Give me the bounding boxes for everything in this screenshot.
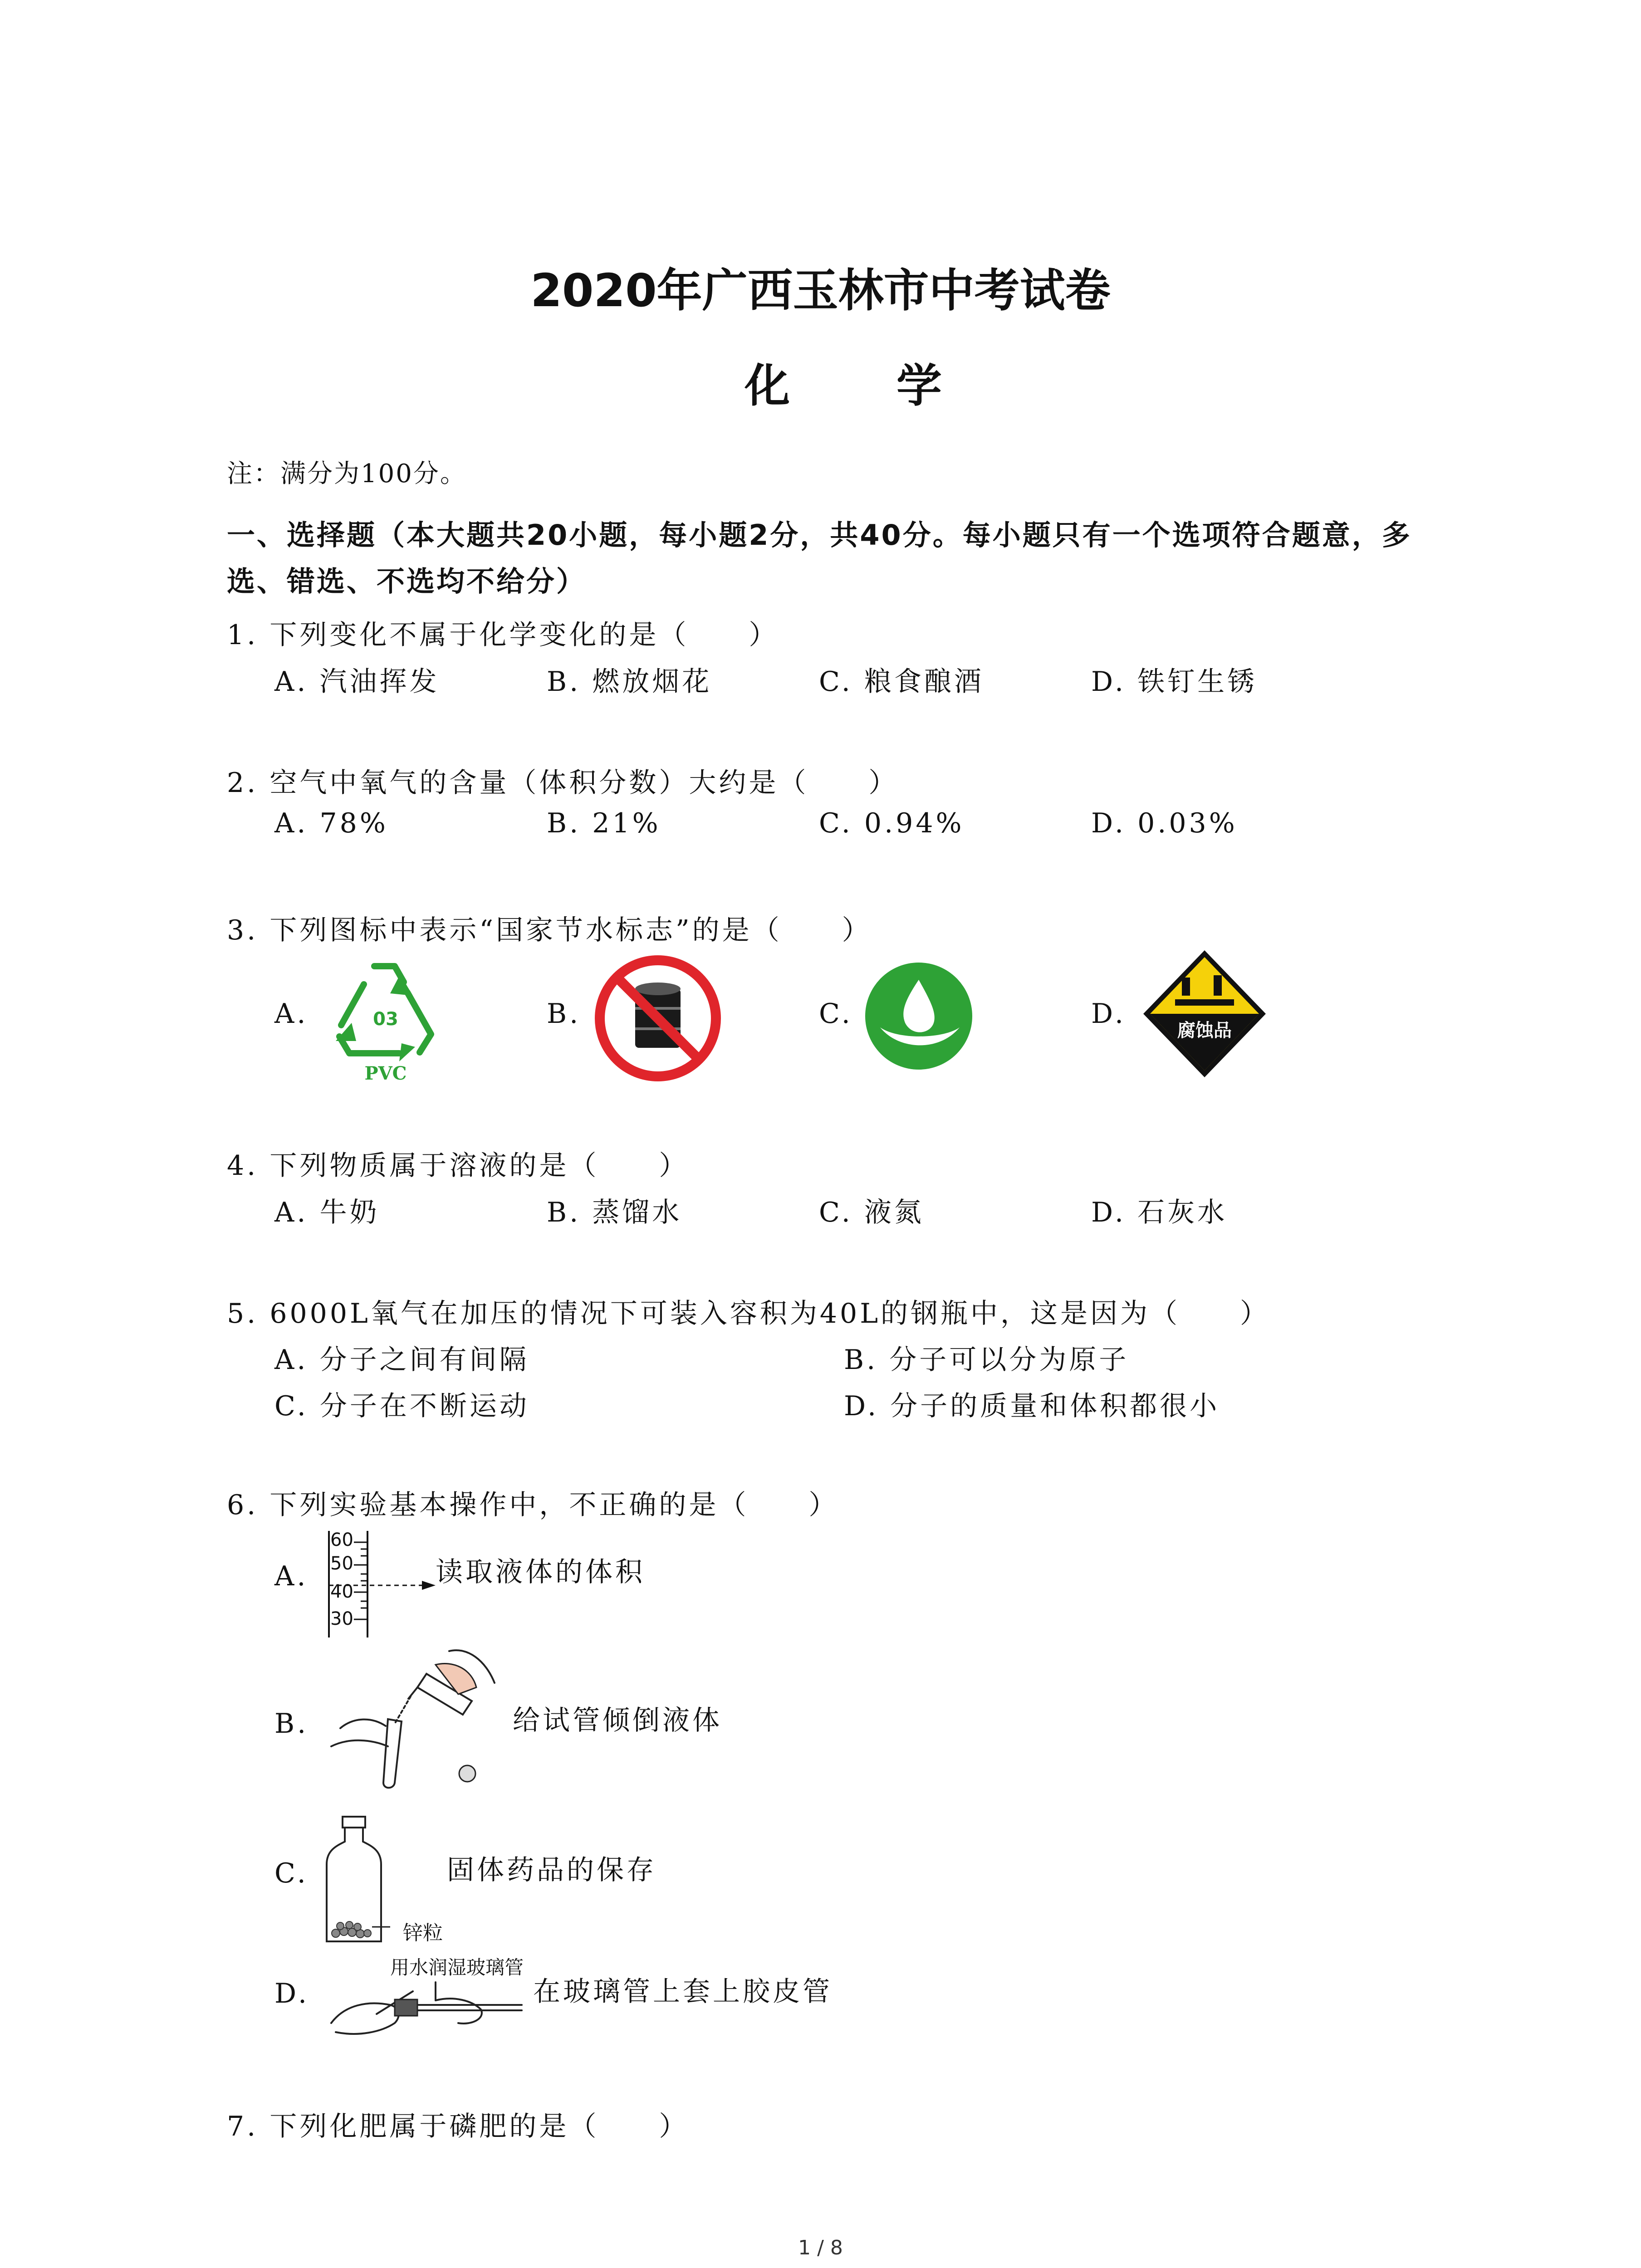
question-3-option-d[interactable]: D.	[1091, 998, 1127, 1030]
corrosive-hazard-icon	[1139, 946, 1270, 1082]
caption-pour-liquid: 给试管倾倒液体	[513, 1705, 722, 1736]
no-oil-drum-icon	[592, 953, 724, 1084]
water-saving-icon	[862, 959, 975, 1073]
question-3-stem: 3. 下列图标中表示“国家节水标志”的是（ ）	[227, 914, 872, 946]
question-6-option-c[interactable]: C.	[274, 1857, 309, 1889]
question-1-stem: 1. 下列变化不属于化学变化的是（ ）	[227, 619, 779, 651]
caption-read-volume: 读取液体的体积	[436, 1556, 645, 1588]
question-4-option-a[interactable]: A. 牛奶	[274, 1197, 380, 1228]
question-2-option-c[interactable]: C. 0.94%	[819, 807, 965, 839]
cylinder-tick-50: 50	[330, 1553, 353, 1574]
cylinder-tick-30: 30	[330, 1608, 353, 1629]
question-5-stem: 5. 6000L氧气在加压的情况下可装入容积为40L的钢瓶中，这是因为（ ）	[227, 1298, 1270, 1330]
question-6-stem: 6. 下列实验基本操作中，不正确的是（ ）	[227, 1489, 839, 1521]
question-4-stem: 4. 下列物质属于溶液的是（ ）	[227, 1150, 689, 1182]
question-6-option-b[interactable]: B.	[274, 1708, 309, 1740]
rubber-tube-illustration	[322, 1973, 531, 2055]
question-1-option-c[interactable]: C. 粮食酿酒	[819, 666, 984, 698]
recycle-pvc-icon	[322, 948, 449, 1089]
caption-attach-rubber-tube: 在玻璃管上套上胶皮管	[533, 1976, 833, 2008]
note: 注：满分为100分。	[227, 459, 467, 489]
zinc-granules-label: 锌粒	[403, 1921, 443, 1945]
question-3-option-a[interactable]: A.	[274, 998, 309, 1030]
question-7-stem: 7. 下列化肥属于磷肥的是（ ）	[227, 2111, 689, 2142]
section-heading-line2: 选、错选、不选均不给分）	[227, 565, 587, 598]
subject-title: 化 学	[745, 359, 987, 412]
pouring-liquid-illustration	[322, 1642, 513, 1805]
question-4-option-d[interactable]: D. 石灰水	[1091, 1197, 1228, 1228]
question-3-option-c[interactable]: C.	[819, 998, 853, 1030]
cylinder-tick-40: 40	[330, 1581, 353, 1602]
question-5-option-d[interactable]: D. 分子的质量和体积都很小	[844, 1390, 1220, 1422]
question-2-option-d[interactable]: D. 0.03%	[1091, 807, 1238, 839]
recycle-material: PVC	[364, 1063, 407, 1084]
page-number: 1 / 8	[798, 2236, 843, 2259]
recycle-code: 03	[373, 1009, 398, 1030]
cylinder-tick-60: 60	[330, 1530, 353, 1550]
question-5-option-a[interactable]: A. 分子之间有间隔	[274, 1344, 529, 1376]
question-6-option-d[interactable]: D.	[274, 1978, 310, 2009]
exam-title: 2020年广西玉林市中考试卷	[530, 264, 1111, 317]
question-1-option-d[interactable]: D. 铁钉生锈	[1091, 666, 1258, 698]
caption-store-solid: 固体药品的保存	[447, 1854, 656, 1886]
question-1-option-a[interactable]: A. 汽油挥发	[274, 666, 440, 698]
question-3-option-b[interactable]: B.	[547, 998, 581, 1030]
question-2-stem: 2. 空气中氧气的含量（体积分数）大约是（ ）	[227, 767, 899, 799]
glass-tube-label: 用水润湿玻璃管	[390, 1956, 524, 1979]
question-2-option-a[interactable]: A. 78%	[274, 807, 388, 839]
question-1-option-b[interactable]: B. 燃放烟花	[547, 666, 712, 698]
question-2-option-b[interactable]: B. 21%	[547, 807, 661, 839]
question-5-option-c[interactable]: C. 分子在不断运动	[274, 1390, 529, 1422]
question-5-option-b[interactable]: B. 分子可以分为原子	[844, 1344, 1129, 1376]
question-4-option-b[interactable]: B. 蒸馏水	[547, 1197, 682, 1228]
section-heading-line1: 一、选择题（本大题共20小题，每小题2分，共40分。每小题只有一个选项符合题意，多	[227, 518, 1412, 552]
corrosive-label: 腐蚀品	[1177, 1020, 1232, 1041]
question-6-option-a[interactable]: A.	[274, 1560, 309, 1592]
question-4-option-c[interactable]: C. 液氮	[819, 1197, 924, 1228]
